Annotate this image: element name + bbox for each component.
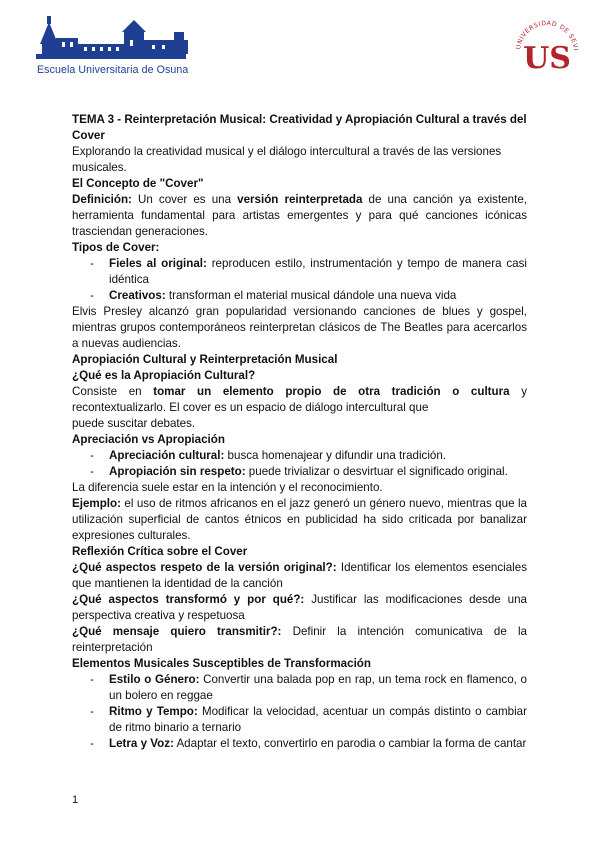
intro-text: Explorando la creatividad musical y el diálogo intercultural a través de las versiones musicales. — [72, 145, 502, 174]
page-header — [0, 0, 600, 100]
list-item-label: Letra y Voz: — [109, 737, 174, 750]
definition-text-1: Un cover es una — [131, 193, 238, 206]
escuela-osuna-logo-text: Escuela Universitaria de Osuna — [37, 64, 189, 76]
list-item-label: Apropiación sin respeto: — [109, 465, 246, 478]
list-item-text: Modificar la velocidad, acentuar un compás distinto o cambiar de ritmo binario a ternario — [109, 705, 527, 734]
list-item — [72, 288, 527, 304]
list-item — [72, 704, 527, 736]
doc-title: TEMA 3 - Reinterpretación Musical: Creatividad y Apropiación Cultural a través del Cover — [72, 113, 527, 142]
reflection-answer: Identificar los elementos esenciales que mantienen la identidad de la canción — [72, 561, 527, 590]
definition-label: Definición: — [72, 193, 132, 206]
definition-text-2: de una canción ya existente, herramienta fundamental para artistas emergentes y para qué canciones icónicas trasciendan generaciones. — [72, 193, 527, 238]
example-paragraph — [72, 496, 527, 544]
types-heading: Tipos de Cover: — [72, 241, 160, 254]
list-item — [72, 736, 527, 752]
consists-paragraph — [72, 384, 527, 416]
consists-text-2: y recontextualizarlo. El cover es un espacio de diálogo intercultural que — [72, 385, 527, 414]
reflection-item — [72, 624, 527, 656]
list-item-label: Fieles al original: — [109, 257, 207, 270]
list-item — [72, 464, 527, 480]
list-item-label: Estilo o Género: — [109, 673, 200, 686]
appreciation-list — [72, 448, 527, 480]
appropriation-heading: Apropiación Cultural y Reinterpretación Musical — [72, 353, 338, 366]
list-item-text: Adaptar el texto, convertirlo en parodia o cambiar la forma de cantar — [173, 737, 527, 750]
example-text: el uso de ritmos africanos en el jazz generó un género nuevo, mientras que la utilización superficial de cantos étnicos en publicidad ha sido criticada por banalizar expresiones culturales. — [72, 497, 527, 542]
reflection-answer: Justificar las modificaciones desde una perspectiva creativa y respetuosa — [72, 593, 527, 622]
consists-line-2: puede suscitar debates. — [72, 417, 196, 430]
consists-text-1: Consiste en — [72, 385, 154, 398]
universidad-sevilla-seal — [512, 14, 582, 84]
what-is-heading: ¿Qué es la Apropiación Cultural? — [72, 369, 256, 382]
elements-heading: Elementos Musicales Susceptibles de Transformación — [72, 657, 371, 670]
appreciation-heading: Apreciación vs Apropiación — [72, 433, 225, 446]
example-label: Ejemplo: — [72, 497, 121, 510]
list-item-text: reproducen estilo, instrumentación y tempo de manera casi idéntica — [109, 257, 527, 286]
list-item — [72, 448, 527, 464]
reflection-question: ¿Qué aspectos transformó y por qué?: — [72, 593, 305, 606]
list-item-label: Ritmo y Tempo: — [109, 705, 198, 718]
types-list — [72, 256, 527, 304]
reflection-heading: Reflexión Crítica sobre el Cover — [72, 545, 248, 558]
reflection-item — [72, 592, 527, 624]
svg-text:US: US — [523, 41, 571, 76]
list-item-text: busca homenajear y difundir una tradición. — [224, 449, 447, 462]
list-item — [72, 672, 527, 704]
list-item — [72, 256, 527, 288]
document-body — [72, 112, 527, 752]
reflection-item — [72, 560, 527, 592]
consists-bold: tomar un elemento propio de otra tradición o cultura — [153, 385, 510, 398]
list-item-text: Convertir una balada pop en rap, un tema rock en flamenco, o un bolero en reggae — [109, 673, 527, 702]
list-item-text: puede trivializar o desvirtuar el significado original. — [245, 465, 508, 478]
definition-paragraph — [72, 192, 527, 240]
difference-text: La diferencia suele estar en la intención y el reconocimiento. — [72, 481, 383, 494]
reflection-question: ¿Qué aspectos respeto de la versión original?: — [72, 561, 337, 574]
definition-bold: versión reinterpretada — [237, 193, 363, 206]
elements-list — [72, 672, 527, 752]
reflection-answer: Definir la intención comunicativa de la reinterpretación — [72, 625, 528, 654]
reflection-question: ¿Qué mensaje quiero transmitir?: — [72, 625, 282, 638]
concept-heading: El Concepto de "Cover" — [72, 177, 204, 190]
seal-text: UNIVERSIDAD DE SEVI — [515, 19, 579, 52]
elvis-paragraph: Elvis Presley alcanzó gran popularidad versionando canciones de blues y gospel, mientras grupos contemporáneos reinterpretan clásicos de The Beatles para acercarlos a nuevas audiencias. — [72, 305, 527, 350]
list-item-text: transforman el material musical dándole una nueva vida — [165, 289, 457, 302]
list-item-label: Creativos: — [109, 289, 166, 302]
list-item-label: Apreciación cultural: — [109, 449, 225, 462]
page-number: 1 — [72, 794, 79, 806]
